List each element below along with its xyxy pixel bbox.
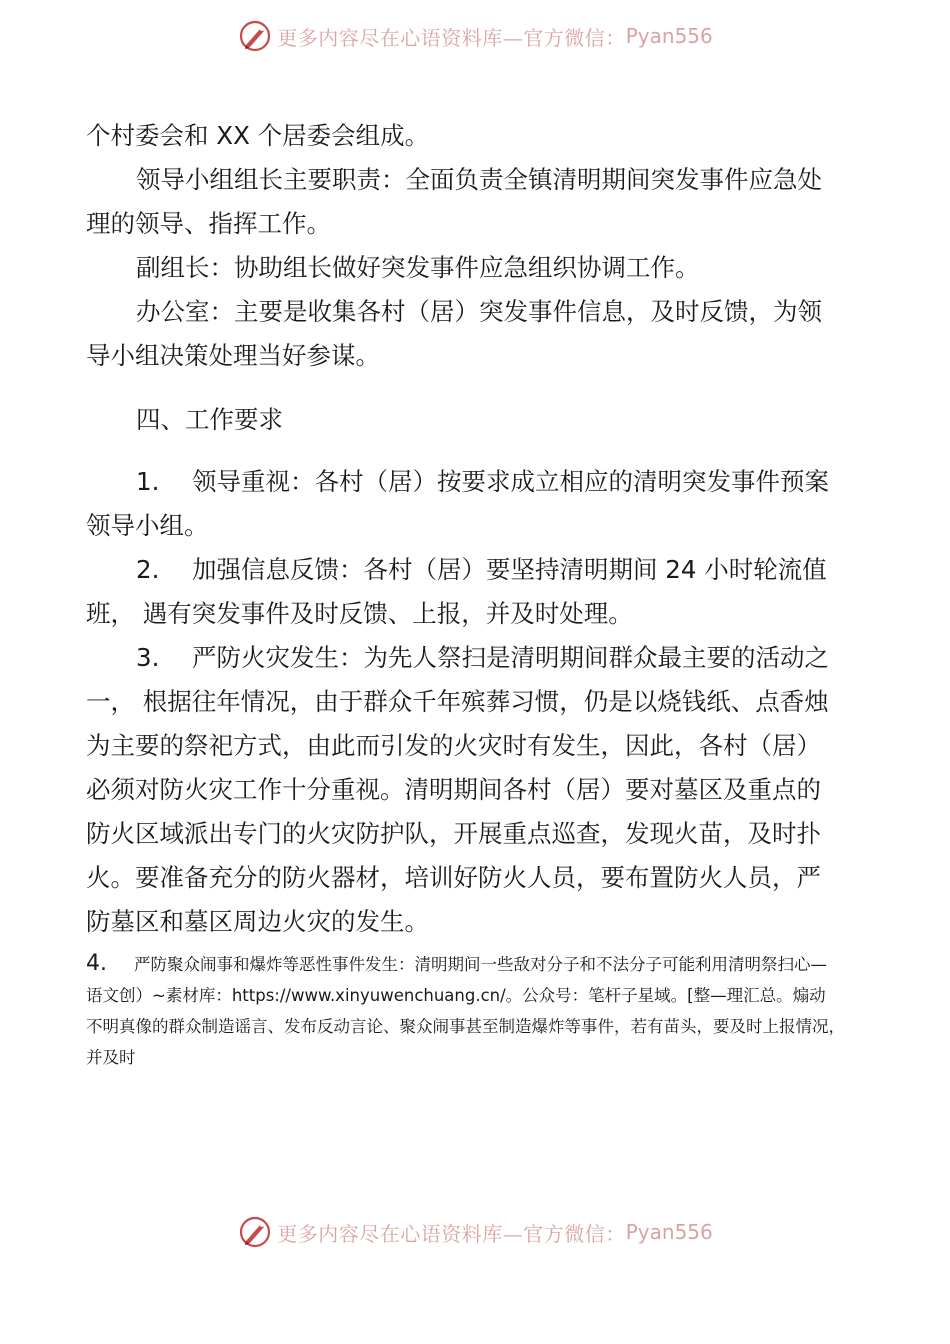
header-wechat-id: Pyan556: [625, 24, 713, 48]
body-line: 领导小组组长主要职责：全面负责全镇清明期间突发事件应急处: [136, 165, 822, 194]
list-item-continuation: 防墓区和墓区周边火灾的发生。: [86, 907, 429, 936]
header-site-text: 更多内容尽在心语资料库—官方微信：: [277, 25, 626, 50]
list-item-number: 2.: [136, 555, 160, 584]
list-item-number: 4.: [86, 951, 107, 976]
document-body: [86, 114, 876, 1073]
header-banner: [0, 16, 950, 56]
list-item-continuation: 防火区域派出专门的火灾防护队，开展重点巡查，发现火苗，及时扑: [86, 819, 821, 848]
list-item: [86, 636, 876, 680]
body-line: 理的领导、指挥工作。: [86, 209, 331, 238]
section-heading: 四、工作要求: [136, 405, 283, 434]
list-item-number: 3.: [136, 643, 160, 672]
list-item-text: 领导重视：各村（居）按要求成立相应的清明突发事件预案: [192, 467, 829, 496]
list-item-text: 严防火灾发生：为先人祭扫是清明期间群众最主要的活动之: [192, 643, 829, 672]
list-item-continuation: 一， 根据往年情况，由于群众千年殡葬习惯，仍是以烧钱纸、点香烛: [86, 687, 829, 716]
footer-banner: [0, 1212, 950, 1252]
body-line: 办公室：主要是收集各村（居）突发事件信息，及时反馈，为领: [136, 297, 822, 326]
body-line: 导小组决策处理当好参谋。: [86, 341, 380, 370]
list-item-continuation: 班， 遇有突发事件及时反馈、上报，并及时处理。: [86, 599, 633, 628]
footer-site-text: 更多内容尽在心语资料库—官方微信：: [277, 1221, 626, 1246]
list-item-continuation: 火。要准备充分的防火器材，培训好防火人员，要布置防火人员，严: [86, 863, 821, 892]
list-item: [86, 460, 876, 504]
body-line: 副组长：协助组长做好突发事件应急组织协调工作。: [136, 253, 700, 282]
list-item: [86, 948, 876, 980]
list-item-continuation: 为主要的祭祀方式，由此而引发的火灾时有发生，因此，各村（居）: [86, 731, 821, 760]
list-item-text: 加强信息反馈：各村（居）要坚持清明期间 24 小时轮流值: [192, 555, 827, 584]
list-item-continuation: 并及时: [86, 1048, 136, 1067]
list-item-number: 1.: [136, 467, 160, 496]
footer-wechat-id: Pyan556: [625, 1220, 713, 1244]
list-item-continuation: 语文创）~素材库：https://www.xinyuwenchuang.cn/。公众号：笔杆子星域。[整—理汇总。煽动: [86, 986, 826, 1005]
item4-block: [86, 948, 876, 1073]
body-line: 个村委会和 XX 个居委会组成。: [86, 121, 430, 150]
list-item: [86, 548, 876, 592]
list-item-continuation: 领导小组。: [86, 511, 209, 540]
pen-logo-icon: [237, 18, 273, 54]
list-item-text: 严防聚众闹事和爆炸等恶性事件发生：清明期间一些敌对分子和不法分子可能利用清明祭扫心—: [134, 955, 827, 974]
list-item-continuation: 不明真像的群众制造谣言、发布反动言论、聚众闹事甚至制造爆炸等事件，若有苗头，要及时上报情况，: [86, 1017, 845, 1036]
list-item-continuation: 必须对防火灾工作十分重视。清明期间各村（居）要对墓区及重点的: [86, 775, 821, 804]
pen-logo-icon: [237, 1214, 273, 1250]
